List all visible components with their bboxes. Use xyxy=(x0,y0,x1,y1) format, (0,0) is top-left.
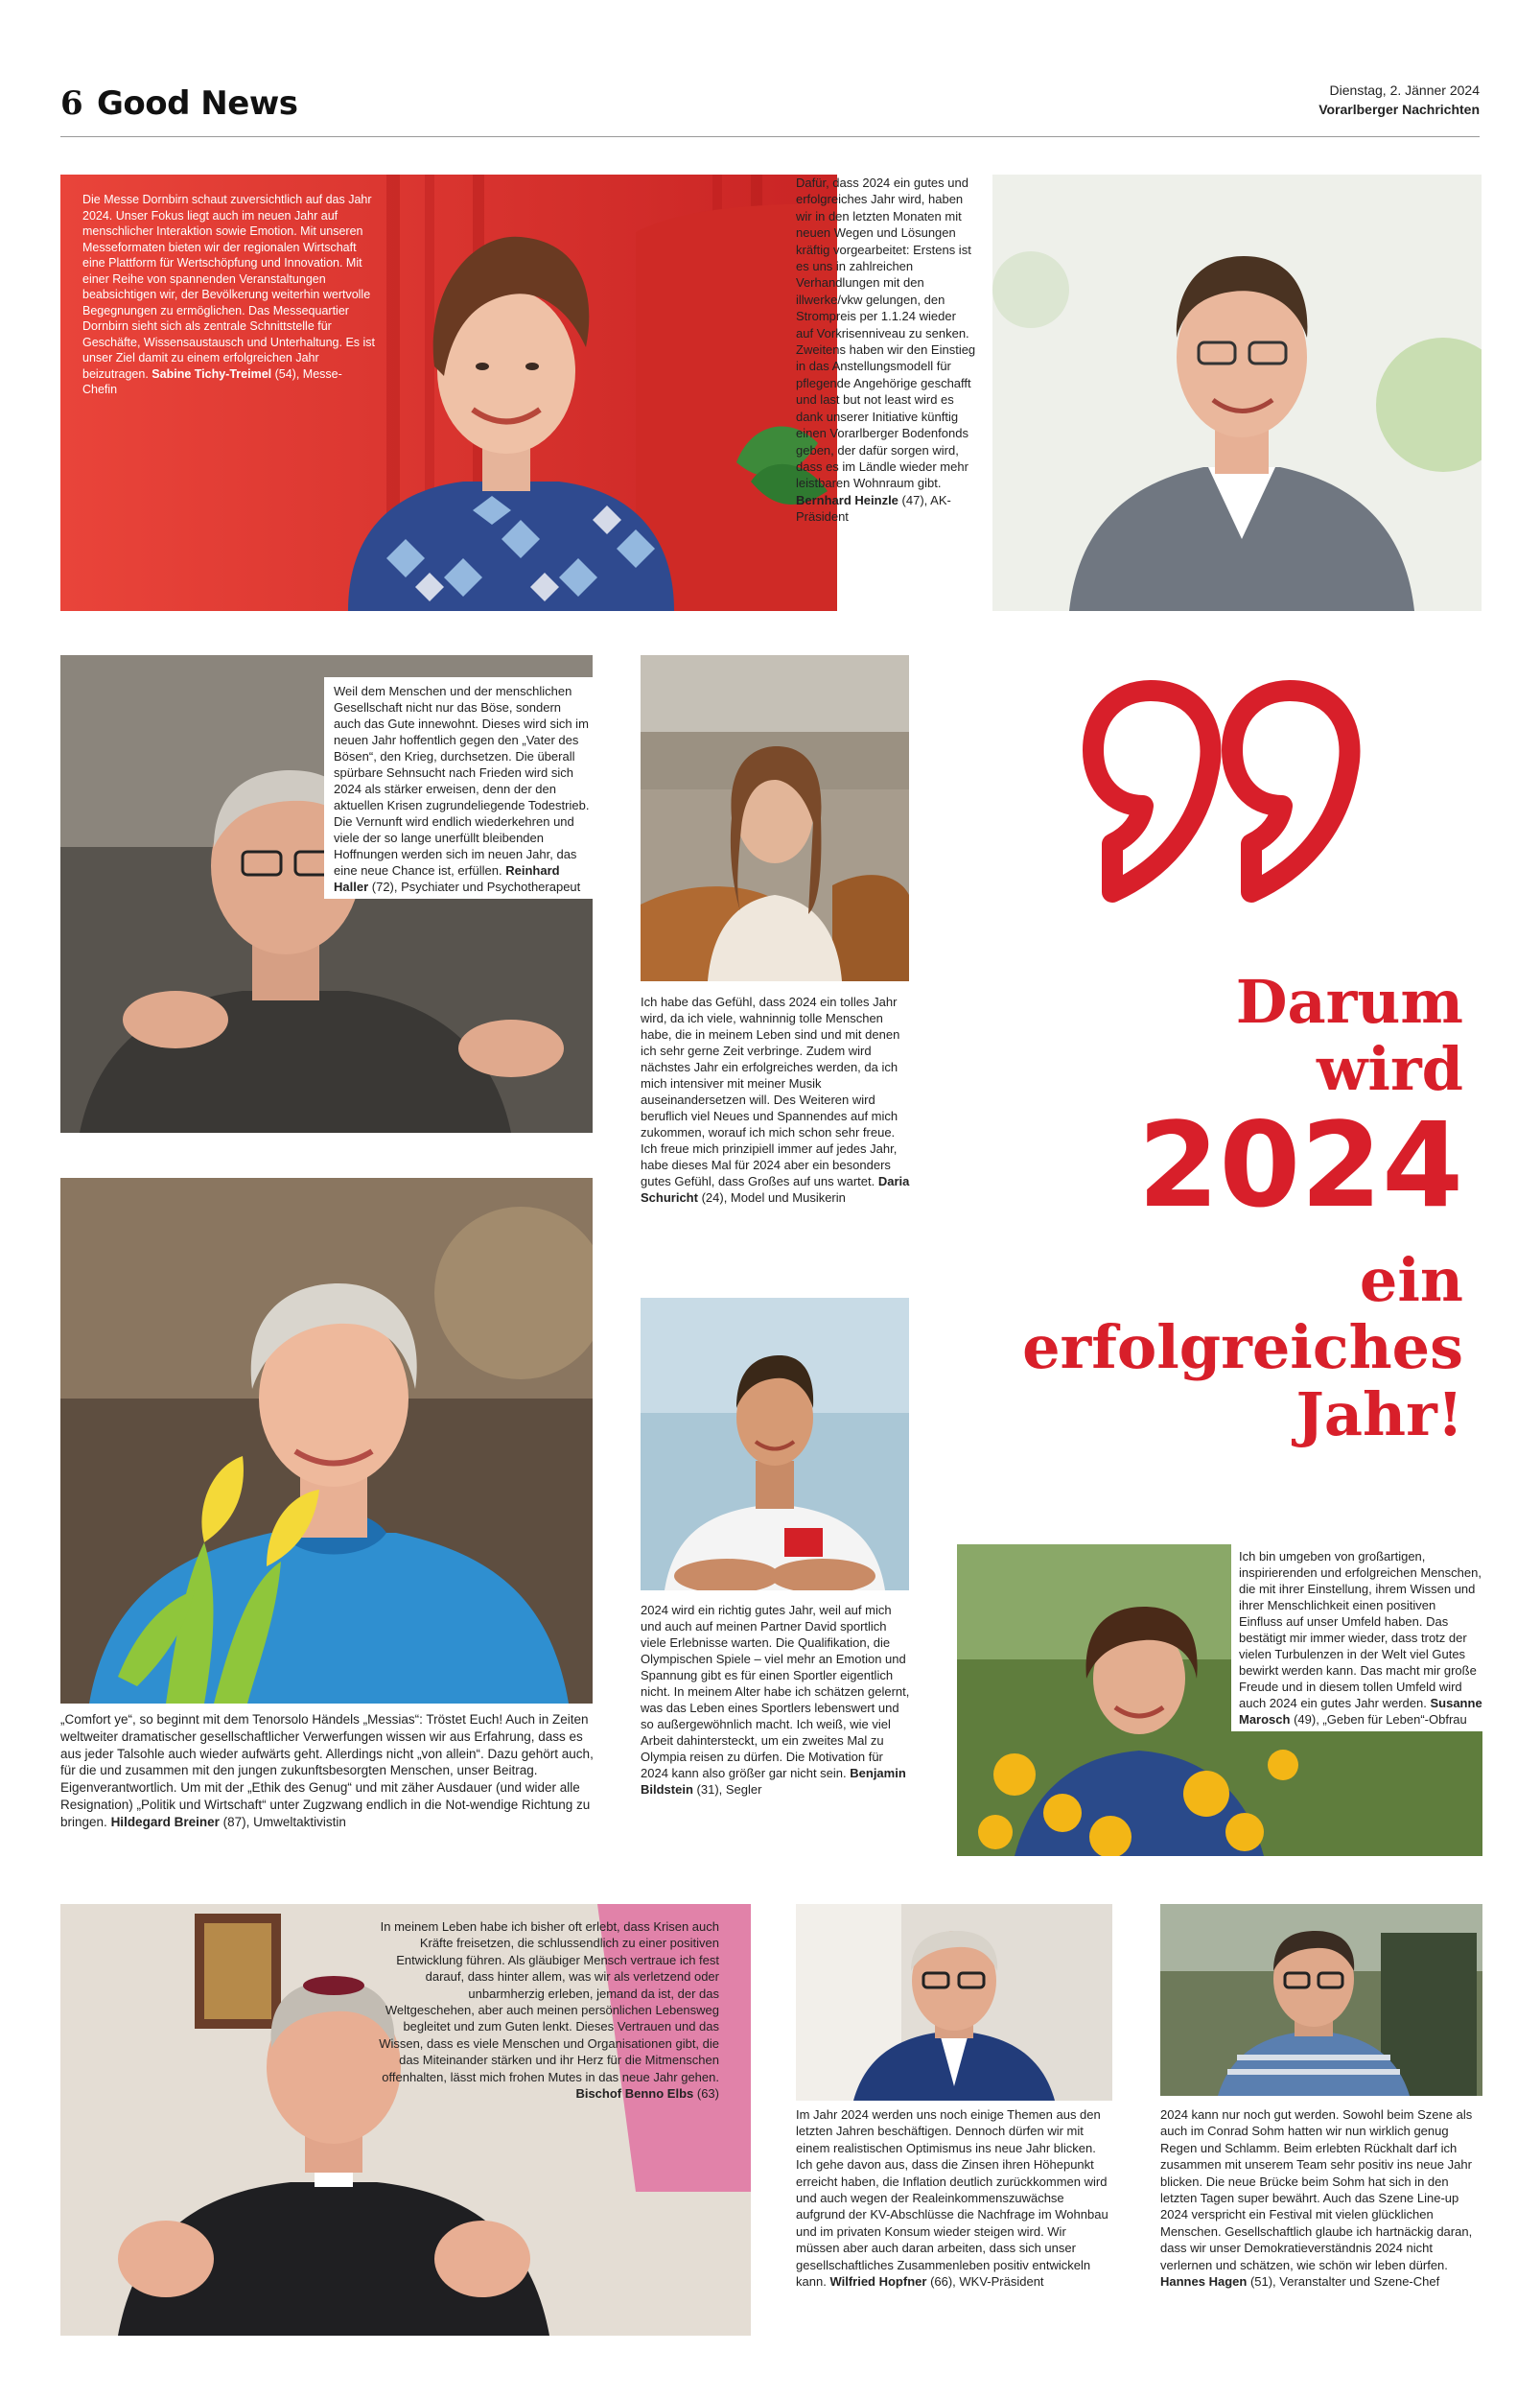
photo-hagen xyxy=(1160,1904,1482,2096)
quote-hagen xyxy=(1160,2106,1486,2290)
quote-schuricht xyxy=(641,994,914,1206)
portrait-woman-illustration xyxy=(60,1178,593,1704)
portrait-man-illustration xyxy=(1160,1904,1482,2096)
quote-bildstein xyxy=(641,1602,914,1798)
section-title: Good News xyxy=(97,84,298,123)
quote-author-role: (47), AK-Präsident xyxy=(796,492,951,525)
quote-author: Reinhard Haller xyxy=(334,863,560,894)
quote-mark-icon xyxy=(1074,662,1362,911)
quote-author: Bernhard Heinzle xyxy=(796,492,898,507)
portrait-man-illustration xyxy=(796,1904,1112,2101)
quote-haller xyxy=(324,677,596,899)
quote-text: „Comfort ye“, so beginnt mit dem Tenorsolo Händels „Messias“: Tröstet Euch! Auch in Zeiten weltweiter dramatischer gesellschaftlicher Verwerfungen wissen wir aus Erfahrung, dass es aus jeder Talsohle auch wieder aufwärts geht. Allerdings nicht „von allein“. Dazu gehört auch, für die und zusammen mit den jungen zukunftsbesorgten Menschen, unser Beitrag. Eigenverantwortlich. Um mit der „Ethik des Genug“ und mit zäher Ausdauer (und wider alle Resignation) „Politik und Wirtschaft“ unter Zugzwang endlich in die Not-wendige Richtung zu bringen. xyxy=(60,1712,594,1829)
header-date: Dienstag, 2. Jänner 2024 xyxy=(1329,82,1480,98)
quote-heinzle xyxy=(796,175,976,526)
header-publication: Vorarlberger Nachrichten xyxy=(1318,102,1480,117)
quote-author: Wilfried Hopfner xyxy=(829,2274,927,2290)
quote-marosch xyxy=(1231,1544,1488,1731)
page-number: 6 xyxy=(60,84,83,123)
quote-text: Ich bin umgeben von großartigen, inspirierenden und erfolgreichen Menschen, die mit ihrer Einstellung, ihrem Wissen und ihrer Menschlichkeit einen positiven Einfluss auf unser Umfeld haben. Das bestätigt mir immer wieder, dass trotz der vielen Turbulenzen in der Welt viel Gutes bewirkt werden kann. Das macht mir große Freude und in diesem tollen Umfeld wird auch 2024 ein gutes Jahr werden. xyxy=(1239,1549,1482,1710)
quote-author: Daria Schuricht xyxy=(641,1174,910,1205)
quote-breiner xyxy=(60,1711,597,1831)
photo-heinzle xyxy=(992,175,1482,611)
headline-line5: erfolgreiches xyxy=(1022,1312,1463,1382)
photo-schuricht xyxy=(641,655,909,981)
photo-hopfner xyxy=(796,1904,1112,2101)
portrait-man-illustration xyxy=(992,175,1482,611)
quote-author: Benjamin Bildstein xyxy=(641,1766,906,1797)
quote-text: Dafür, dass 2024 ein gutes und erfolgreiches Jahr wird, haben wir in den letzten Monaten mit neuen Wegen und Lösungen kräftig vorgearbeitet: Erstens ist es uns in zahlreichen Verhandlungen mit den illwerke/vkw gelungen, den Strompreis per 1.1.24 wieder auf Vorkrisenniveau zu senken. Zweitens haben wir den Einstieg in das Anstellungsmodell für pflegende Angehörige geschafft und last but not least wird es dank unserer Initiative künftig einen Vorarlberger Bodenfonds geben, der dafür sorgen wird, dass es im Ländle wieder mehr leistbaren Wohnraum gibt. xyxy=(796,176,976,491)
quote-text: Weil dem Menschen und der menschlichen Gesellschaft nicht nur das Böse, sondern auch das Gute innewohnt. Dieses wird sich im neuen Jahr hoffentlich gegen den „Vater des Bösen“, den Krieg, durchsetzen. Die überall spürbare Sehnsucht nach Frieden wird sich 2024 als stärker erweisen, denn der den aktuellen Krisen zugrundeliegende Todestrieb. Die Vernunft wird endlich wiederkehren und viele der so lange unerfüllt bleibenden Hoffnungen werden sich im neuen Jahr, das eine neue Chance ist, erfüllen. xyxy=(334,684,590,878)
quote-hopfner xyxy=(796,2106,1112,2290)
headline-line6: Jahr! xyxy=(1295,1379,1463,1449)
photo-bildstein xyxy=(641,1298,909,1590)
quote-author-role: (54), Messe-Chefin xyxy=(82,366,342,396)
portrait-man-illustration xyxy=(641,1298,909,1590)
quote-author-role: (72), Psychiater und Psychotherapeut xyxy=(371,880,581,894)
quote-author-role: (63) xyxy=(696,2086,719,2102)
quote-author-role: (49), „Geben für Leben“-Obfrau xyxy=(1294,1712,1467,1727)
quote-author: Susanne Marosch xyxy=(1239,1696,1482,1727)
quote-text: Im Jahr 2024 werden uns noch einige Themen aus den letzten Jahren beschäftigen. Dennoch dürfen wir mit einem realistischen Optimismus ins neue Jahr blicken. Ich gehe davon aus, dass die Zinsen ihren Höhepunkt erreicht haben, die Inflation deutlich zurückkommen wird und auch wegen der Realeinkommenszuwächse aufgrund der KV-Abschlüsse die Nachfrage im Wohnbau und im privaten Konsum wieder steigen wird. Wir müssen aber auch daran arbeiten, dass sich unser gesellschaftliches Zusammenleben positiv entwickeln kann. xyxy=(796,2107,1108,2290)
headline-line2: wird xyxy=(1317,1034,1463,1104)
quote-author: Sabine Tichy-Treimel xyxy=(152,366,272,381)
quote-author-role: (87), Umweltaktivistin xyxy=(222,1814,346,1829)
quote-text: 2024 wird ein richtig gutes Jahr, weil auf mich und auch auf meinen Partner David sportlich viele Erlebnisse warten. Die Qualifikation, die Olympischen Spiele – viel mehr an Emotion und Spannung gibt es für einen Sportler eigentlich nicht. In meinem Alter habe ich schätzen gelernt, was das Leben eines Sportlers lebenswert und so außergewöhnlich macht. Ich weiß, wie viel Arbeit dahintersteckt, um ein zweites Mal zu Olympia reisen zu dürfen. Die Motivation für 2024 kann also größer gar nicht sein. xyxy=(641,1603,910,1780)
headline-line4: ein xyxy=(1359,1245,1463,1315)
quote-text: In meinem Leben habe ich bisher oft erlebt, dass Krisen auch Kräfte freisetzen, die schlussendlich zu einer positiven Entwicklung führen. Als gläubiger Mensch vertraue ich fest darauf, dass hinter allem, was wir als verletzend oder unbarmherzig erleben, jemand da ist, der das Weltgeschehen, aber auch meinen persönlichen Lebensweg begleitet und zum Guten lenkt. Dieses Vertrauen und das Wissen, dass es viele Menschen und Organisationen gibt, die das Miteinander stärken und ihr Herz für die Mitmenschen offenhalten, lässt mich frohen Mutes in das neue Jahr gehen. xyxy=(379,1919,719,2084)
photo-breiner xyxy=(60,1178,593,1704)
quote-author: Bischof Benno Elbs xyxy=(575,2086,694,2102)
quote-tichy-treimel xyxy=(82,192,376,398)
quote-author-role: (31), Segler xyxy=(696,1782,762,1797)
page-header xyxy=(60,82,1480,136)
quote-author-role: (66), WKV-Präsident xyxy=(930,2274,1044,2290)
quote-author-role: (51), Veranstalter und Szene-Chef xyxy=(1249,2274,1440,2290)
portrait-woman-illustration xyxy=(641,655,909,981)
quote-text: 2024 kann nur noch gut werden. Sowohl beim Szene als auch im Conrad Sohm hatten wir nun wirklich genug Regen und Schlamm. Beim erlebten Rückhalt darf ich zusammen mit unserem Team sehr positiv ins neue Jahr blicken. Die neue Brücke beim Sohm hat sich in den letzten Tagen super bewährt. Auch das Szene Line-up 2024 verspricht ein Festival mit vielen glücklichen Menschen. Gesellschaftlich glaube ich hartnäckig daran, dass wir unser Demokratieverständnis 2024 nicht verlernen und schätzen, wie schön wir leben dürfen. xyxy=(1160,2107,1473,2272)
headline-line3: 2024 xyxy=(1137,1097,1463,1234)
header-divider xyxy=(60,136,1480,137)
headline-line1: Darum xyxy=(1235,967,1463,1037)
quote-text: Die Messe Dornbirn schaut zuversichtlich auf das Jahr 2024. Unser Fokus liegt auch im neuen Jahr auf menschlicher Interaktion sowie Emotion. Mit unseren Messeformaten bieten wir der regionalen Wirtschaft eine Plattform für Wertschöpfung und Innovation. Mit einer Reihe von spannenden Veranstaltungen beabsichtigen wir, der Bevölkerung weiterhin wertvolle Begegnungen zu ermöglichen. Das Messequartier Dornbirn sieht sich als zentrale Schnittstelle für Geschäfte, Wissensaustausch und Unterhaltung. Es ist unser Ziel damit zu einem erfolgreichen Jahr beizutragen. xyxy=(82,193,376,381)
quote-elbs xyxy=(379,1918,719,2102)
quote-text: Ich habe das Gefühl, dass 2024 ein tolles Jahr wird, da ich viele, wahninnig tolle Menschen habe, die in meinem Leben sind und mit denen ich sehr gerne Zeit verbringe. Zudem wird nächstes Jahr ein erfolgreiches werden, da ich mich intensiver mit meiner Musik auseinandersetzen will. Des Weiteren wird beruflich viel Neues und Spannendes auf mich zukommen, worauf ich mich schon sehr freue. Ich freue mich prinzipiell immer auf jedes Jahr, habe dieses Mal für 2024 aber ein besonders gutes Gefühl, dass Großes auf uns wartet. xyxy=(641,995,900,1188)
quote-author: Hannes Hagen xyxy=(1160,2274,1248,2290)
quote-author-role: (24), Model und Musikerin xyxy=(701,1190,846,1205)
quote-author: Hildegard Breiner xyxy=(110,1814,220,1829)
